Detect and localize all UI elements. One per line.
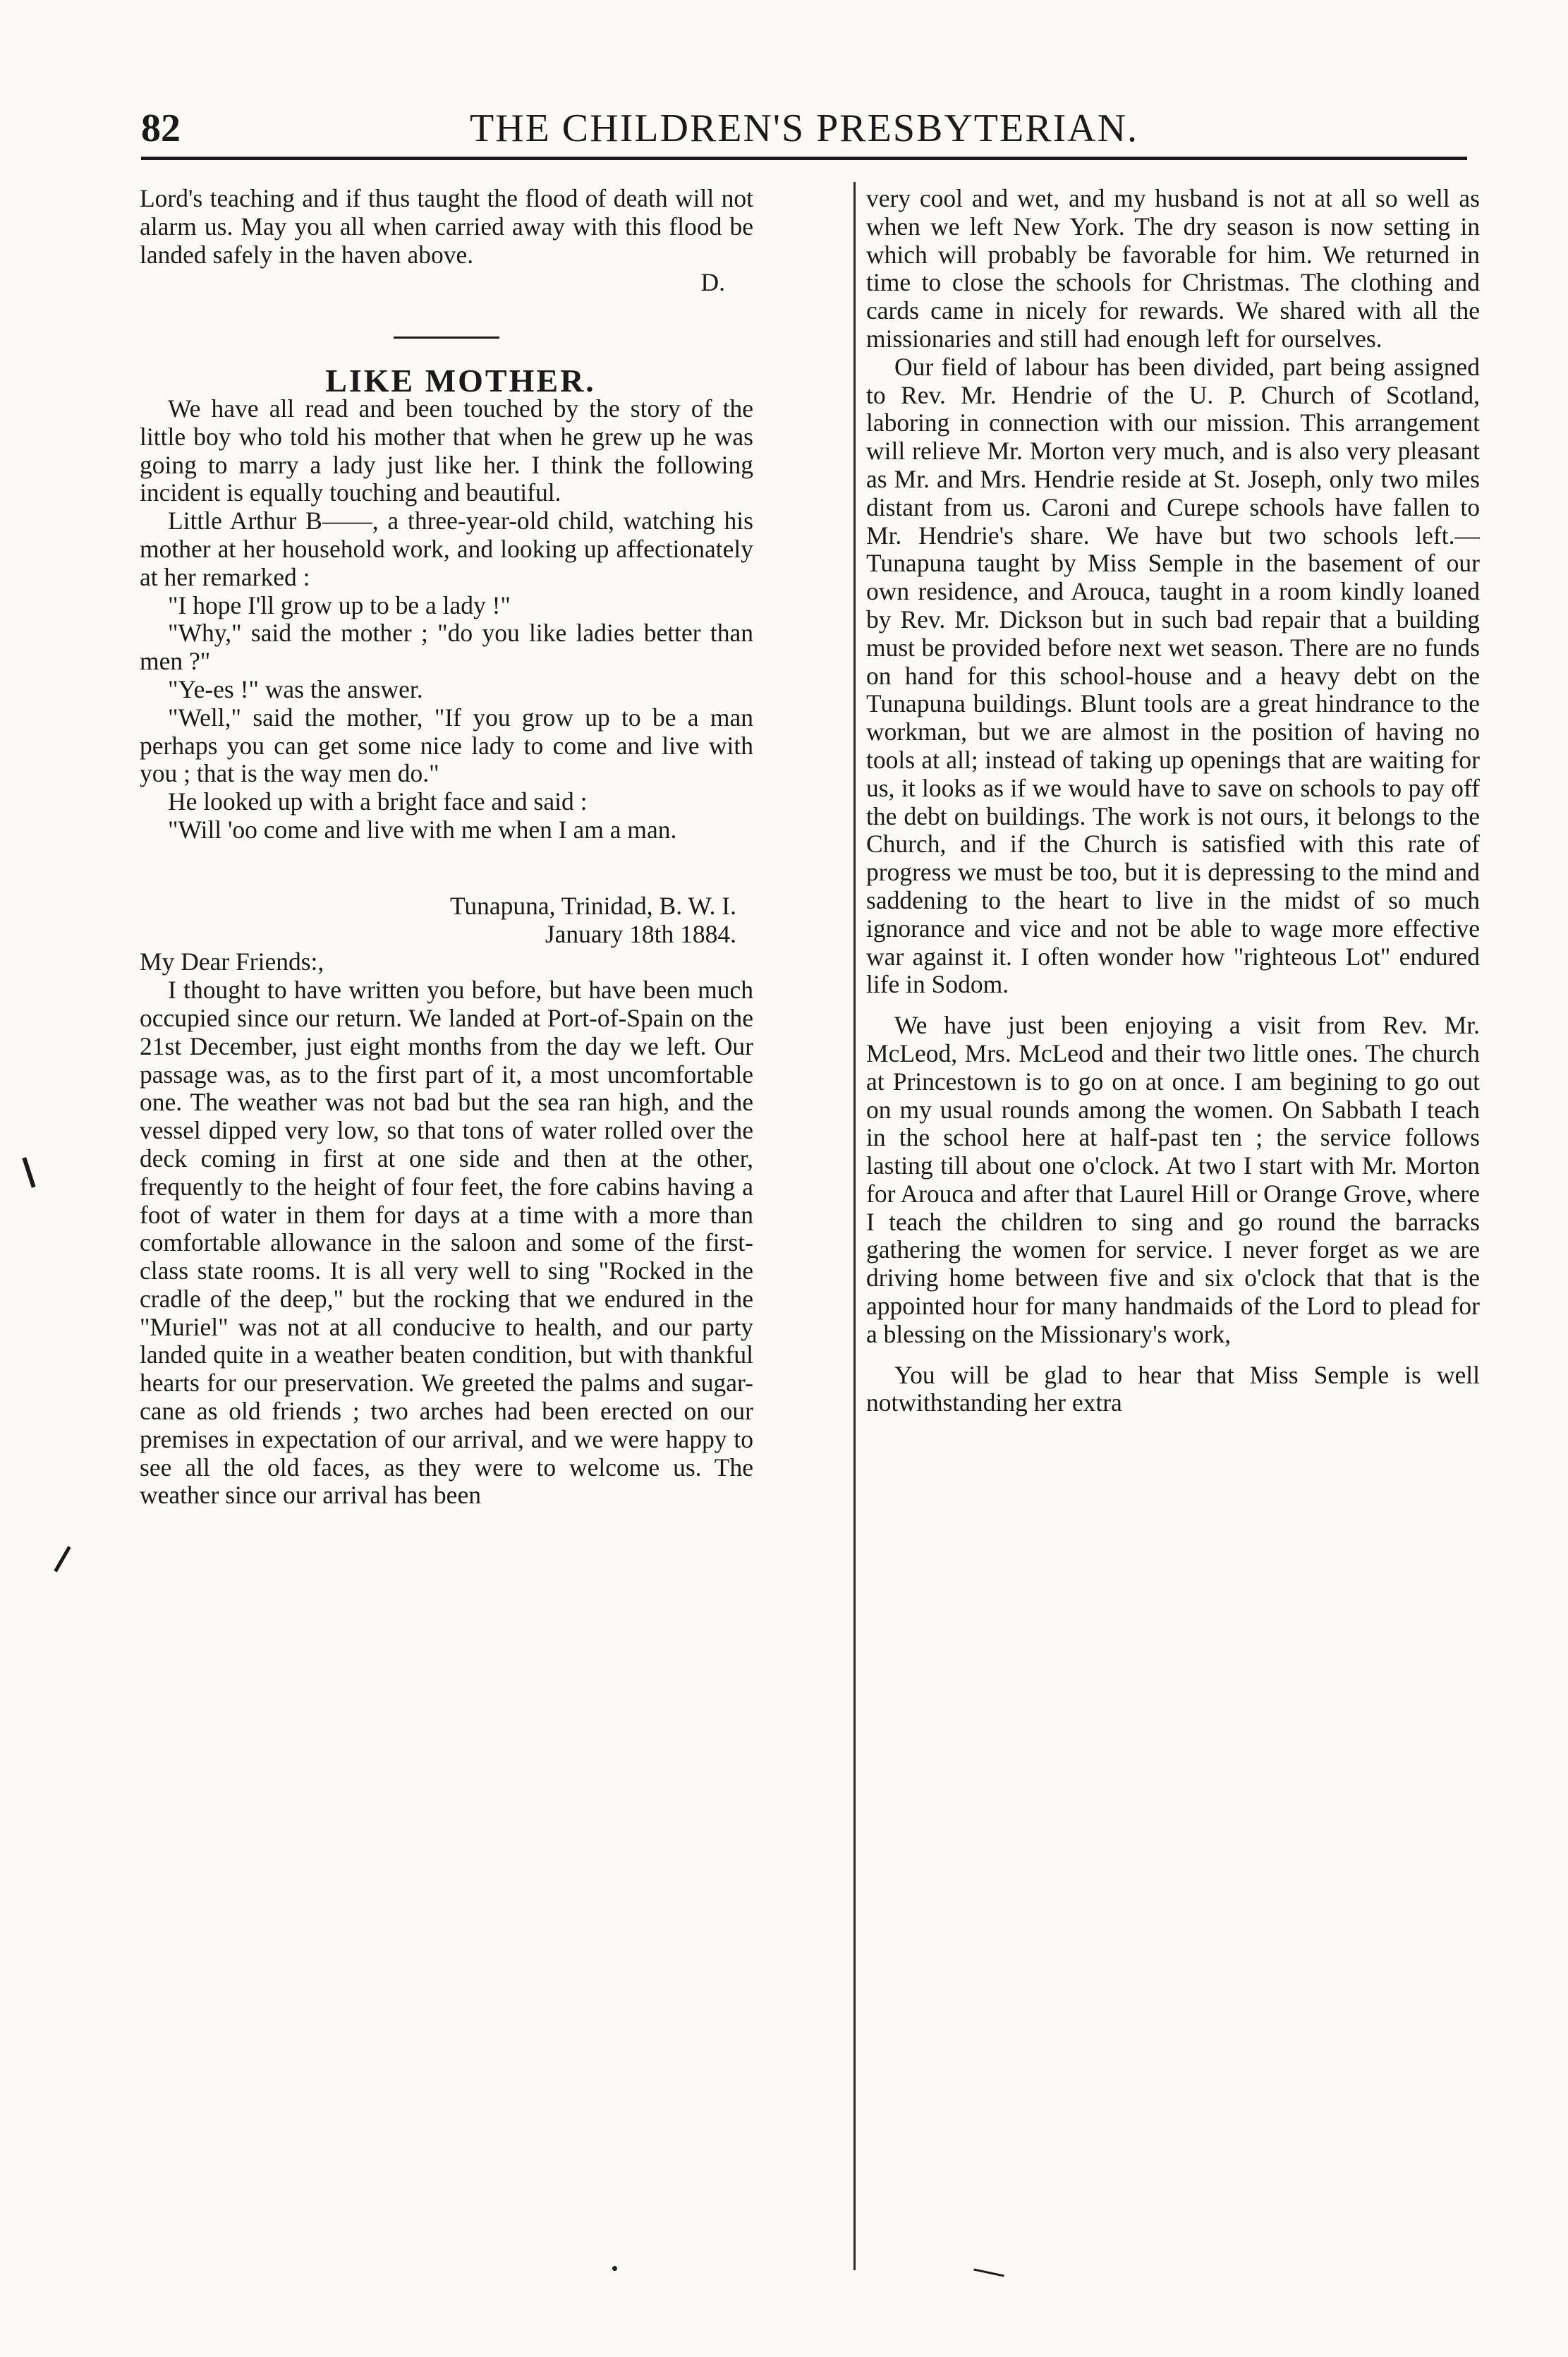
section-rule — [394, 337, 499, 339]
spacer — [140, 844, 753, 873]
letter-paragraph: We have just been enjoying a visit from Rev. Mr. McLeod, Mrs. McLeod and their two little ones. The church at Princestown is to go on at once. I am begining to go out on my usual rounds among the women. On Sabbath I teach in the school here at half-past ten ; the service follows lasting till about one o'clock. At two I start with Mr. Morton for Arouca and after that Laurel Hill or Orange Grove, where I teach the children to sing and go round the barracks gathering the women for service. I never forget as we are driving home between five and six o'clock that that is the appointed hour for many handmaids of the Lord to plead for a blessing on the Missionary's work, — [866, 1011, 1480, 1348]
letter-salutation: My Dear Friends:, — [140, 947, 324, 976]
spacer — [866, 999, 1480, 1012]
margin-mark — [612, 2266, 617, 2271]
letter-dateline-date: January 18th 1884. — [545, 919, 736, 948]
section-heading: LIKE MOTHER. — [325, 363, 596, 399]
letter-paragraph: You will be glad to hear that Miss Semple is well notwithstanding her extra — [866, 1360, 1480, 1417]
left-column — [140, 185, 753, 2252]
signature: D. — [700, 268, 725, 297]
letter-dateline-place: Tunapuna, Trinidad, B. W. I. — [449, 891, 736, 920]
story-paragraph: He looked up with a bright face and said : — [168, 787, 588, 816]
margin-mark — [54, 1546, 71, 1572]
continuation-paragraph: Lord's teaching and if thus taught the flood of death will not alarm us. May you all when carried away with this flood be landed safely in the haven above. — [140, 185, 753, 269]
spacer — [140, 873, 753, 885]
page-header — [141, 106, 1467, 162]
page-number: 82 — [141, 107, 181, 150]
story-paragraph: "Why," said the mother ; "do you like ladies better than men ?" — [140, 619, 753, 676]
story-paragraph: "Will 'oo come and live with me when I am a man. — [168, 815, 677, 844]
letter-paragraph: I thought to have written you before, but have been much occupied since our return. We landed at Port-of-Spain on the 21st December, just eight months from the day we left. Our passage was, as to the first part of it, a most uncomfortable one. The weather was not bad but the sea ran high, and the vessel dipped very low, so that tons of water rolled over the deck coming in first at one side and then at the other, frequently to the height of four feet, the fore cabins having a foot of water in them for days at a time with a more than comfortable allowance in the saloon and some of the first-class state rooms. It is all very well to sing "Rocked in the cradle of the deep," but the rocking that we endured in the "Muriel" was not at all conducive to health, and our party landed quite in a weather beaten condition, but with thankful hearts for our preservation. We greeted the palms and sugar-cane as old friends ; two arches had been erected on our premises in expectation of our arrival, and we were happy to see all the old faces, as they were to welcome us. The weather since our arrival has been — [140, 976, 753, 1510]
story-paragraph: "Ye-es !" was the answer. — [168, 674, 423, 703]
story-paragraph: "Well," said the mother, "If you grow up to be a man perhaps you can get some nice lady to come and live with you ; that is the way men do." — [140, 703, 753, 788]
margin-mark — [22, 1157, 35, 1188]
story-paragraph: Little Arthur B——, a three-year-old child, watching his mother at her household work, and looking up affectionately at her remarked : — [140, 507, 753, 591]
margin-mark — [973, 2268, 1004, 2277]
running-title: THE CHILDREN'S PRESBYTERIAN. — [469, 107, 1139, 150]
spacer — [866, 1349, 1480, 1362]
header-rule — [141, 157, 1467, 160]
letter-paragraph: Our field of labour has been divided, part being assigned to Rev. Mr. Hendrie of the U. P. Church of Scotland, laboring in connection with our mission. This arrangement will relieve Mr. Morton very much, and is also very pleasant as Mr. and Mrs. Hendrie reside at St. Joseph, only two miles distant from us. Caroni and Curepe schools have fallen to Mr. Hendrie's share. We have but two schools left.—Tunapuna taught by Miss Semple in the basement of our own residence, and Arouca, taught in a room kindly loaned by Rev. Mr. Dickson but in such bad repair that a building must be provided before next wet season. There are no funds on hand for this school-house and a heavy debt on the Tunapuna buildings. Blunt tools are a great hindrance to the workman, but we are almost in the position of having no tools at all; instead of taking up openings that are waiting for us, it looks as if we would have to save on schools to pay off the debt on buildings. The work is not ours, it belongs to the Church, and if the Church is satisfied with this rate of progress we must be too, but it is depressing to the mind and saddening to the heart to live in the midst of so much ignorance and vice and not be able to wage more effective war against it. I often wonder how "righteous Lot" endured life in Sodom. — [866, 352, 1480, 999]
story-paragraph: We have all read and been touched by the story of the little boy who told his mother that when he grew up he was going to marry a lady just like her. I think the following incident is equally touching and beautiful. — [140, 394, 753, 507]
letter-paragraph: very cool and wet, and my husband is not at all so well as when we left New York. The dry season is now setting in which will probably be favorable for him. We returned in time to close the schools for Christmas. The clothing and cards came in nicely for rewards. We shared with all the missionaries and still had enough left for ourselves. — [866, 185, 1480, 353]
right-column — [866, 185, 1480, 2252]
column-divider — [853, 182, 856, 2270]
story-paragraph: "I hope I'll grow up to be a lady !" — [168, 590, 511, 619]
